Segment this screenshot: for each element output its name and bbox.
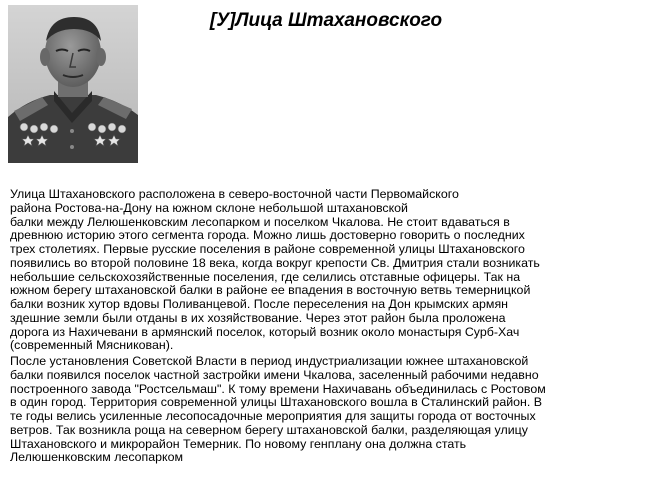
text-line: ветров. Так возникла роща на северном берегу штахановской балки, разделяющая улицу	[10, 422, 528, 437]
text-line: древнюю историю этого сегмента города. Можно лишь достоверно говорить о последних	[10, 228, 525, 243]
portrait-photo	[8, 5, 138, 163]
text-line: те годы велись усиленные лесопосадочные мероприятия для защиты города от восточных	[10, 409, 536, 423]
text-line: Лелюшенковским лесопарком	[10, 450, 184, 465]
text-line: здешние земли были отданы в их хозяйствование. Через этот район была проложена	[10, 310, 506, 325]
text-line: трех столетиях. Первые русские поселения в районе современной улицы Штахановского	[10, 242, 525, 256]
text-line: Улица Штахановского расположена в северо-восточной части Первомайского	[10, 187, 459, 201]
text-line: балки появился поселок частной застройки имени Чкалова, заселенный рабочими недавно	[10, 367, 539, 382]
text-line: После установления Советской Власти в период индустриализации южнее штахановской	[10, 354, 529, 368]
text-line: построенного завода "Ростсельмаш". К тому времени Нахичавань объединилась с Ростовом	[10, 381, 546, 396]
text-line: дорога из Нахичевани в армянский поселок, который возник около монастыря Сурб-Хач	[10, 324, 520, 339]
text-line: балки возник хутор вдовы Поливанцевой. После переселения на Дон крымских армян	[10, 297, 509, 311]
text-line: южном берегу штахановской балки в районе ее впадения в восточную ветвь темерницкой	[10, 283, 531, 298]
text-line: района Ростова-на-Дону на южном склоне небольшой штахановской	[10, 200, 408, 215]
text-line: в один город. Территория современной улицы Штахановского вошла в Сталинский район. В	[10, 395, 543, 410]
paragraph-2	[10, 355, 646, 465]
paragraph-1	[10, 188, 646, 353]
article-body	[10, 188, 646, 467]
text-line: появились во второй половине 18 века, когда вокруг крепости Св. Дмитрия стали возникать	[10, 255, 540, 270]
text-line: балки между Лелюшенковским лесопарком и поселком Чкалова. Не стоит вдаваться в	[10, 214, 510, 229]
portrait-image	[8, 5, 138, 163]
text-line: Штахановского и микрорайон Темерник. По новому генплану она должна стать	[10, 436, 467, 451]
text-line: небольшие сельскохозяйственные поселения, где селились отставные офицеры. Так на	[10, 269, 521, 284]
page-title: [У]Лица Штахановского	[209, 10, 443, 31]
text-line: (современный Мясникован).	[10, 338, 174, 353]
